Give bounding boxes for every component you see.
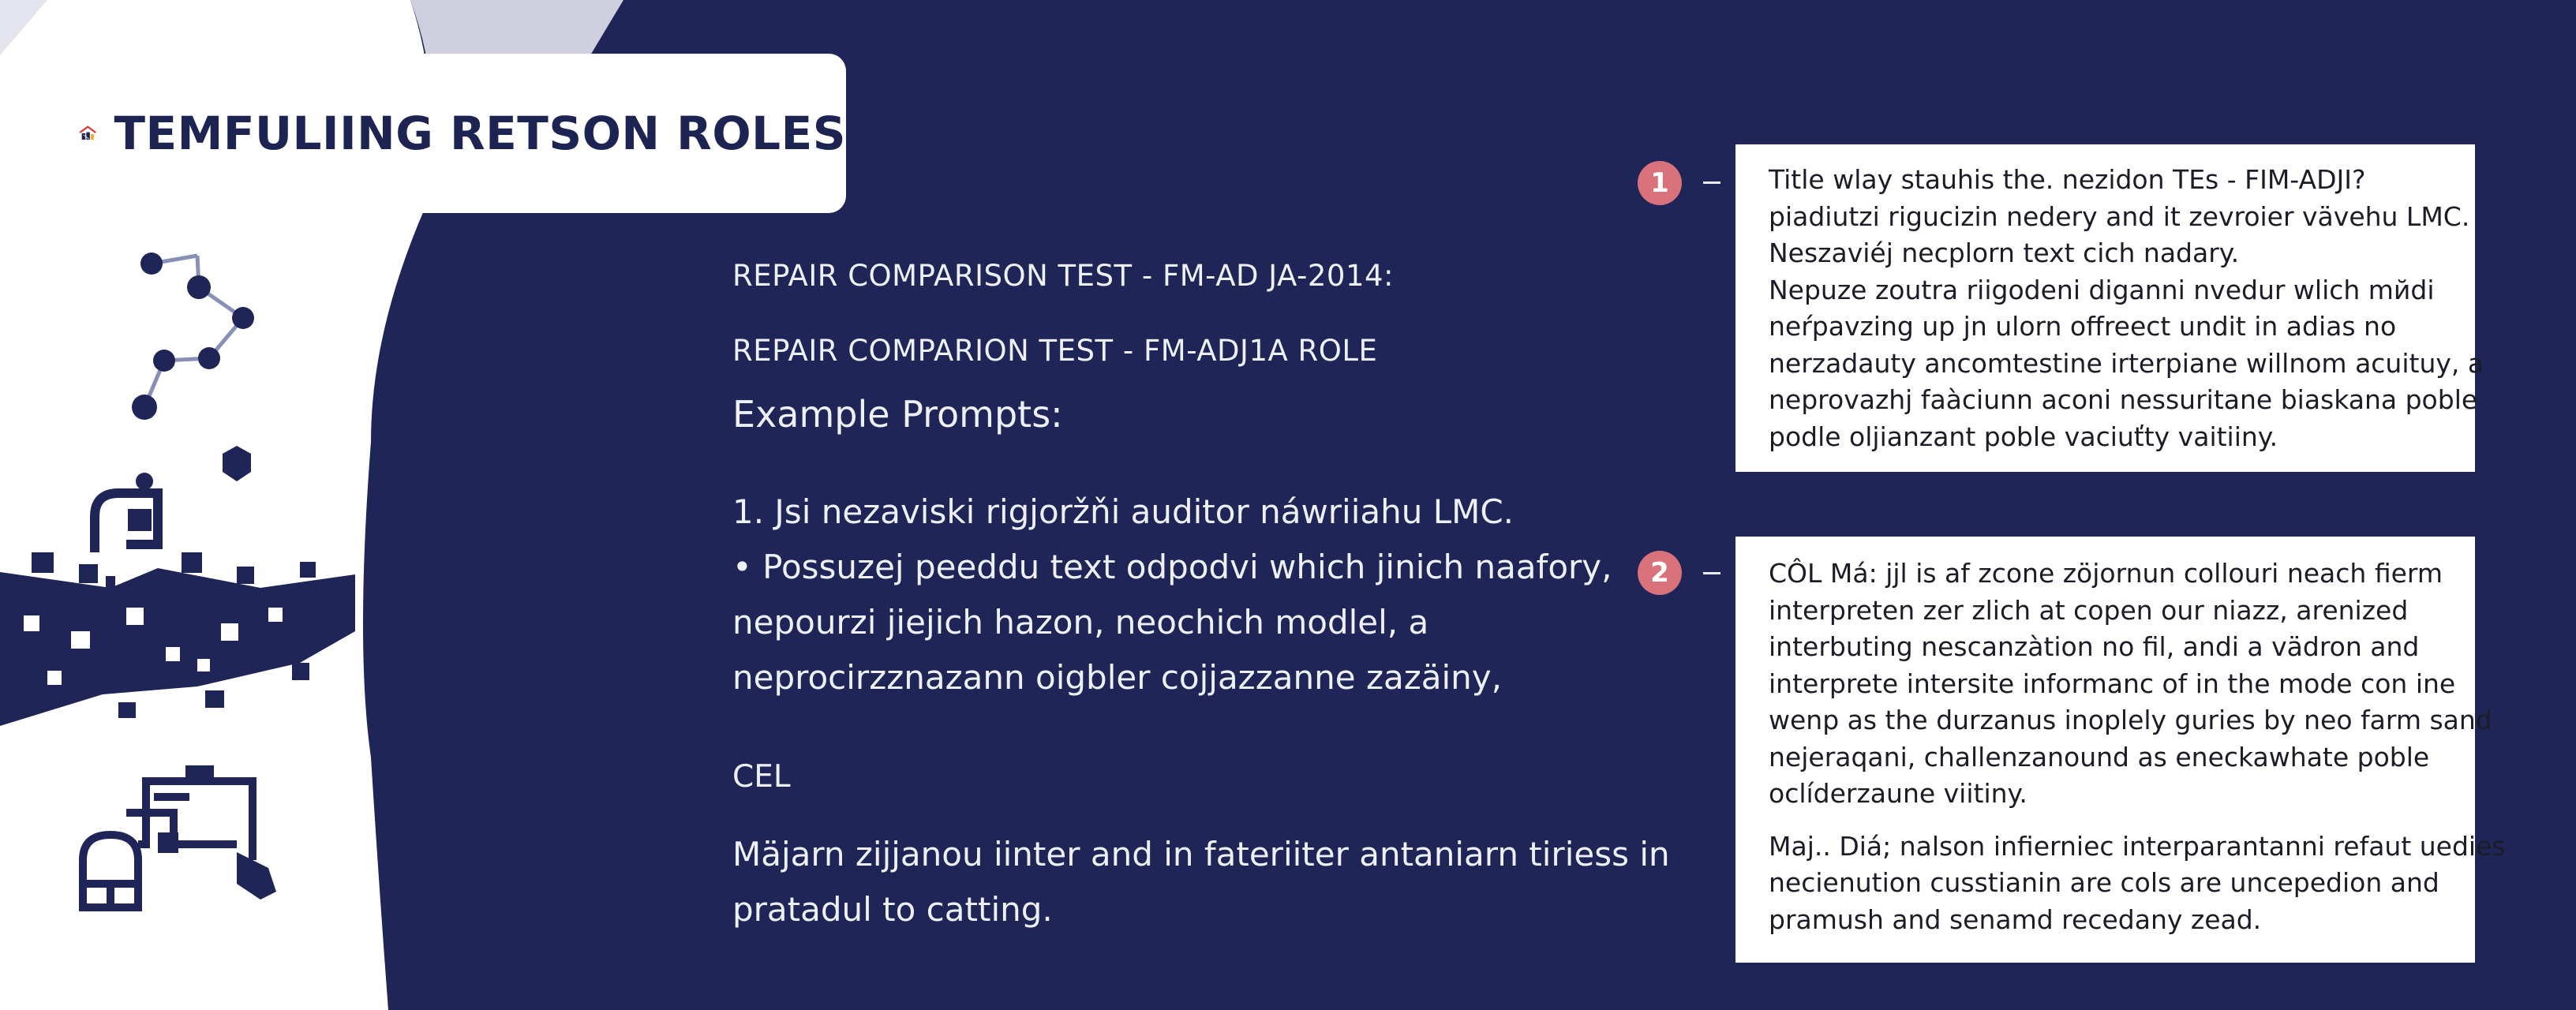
heading-primary: REPAIR COMPARISON TEST - FM-AD JA-2014: bbox=[732, 259, 1395, 293]
panel-line: interpreten zer zlich at copen our niazz, arenized bbox=[1769, 594, 2409, 626]
panel-spacer bbox=[1769, 813, 2475, 829]
panel-line: Title wlay stauhis the. nezidon TEs - FIM-ADJI? bbox=[1769, 164, 2366, 195]
prompt-line: • Possuzej peeddu text odpodvi which jinich naafory, bbox=[732, 548, 1612, 586]
panel-line: interprete intersite informanc of in the mode con ine bbox=[1769, 668, 2456, 699]
cel-line: Mäjarn zijjanou iinter and in fateriiter antaniarn tiriess in bbox=[732, 835, 1670, 873]
panel-line: Nepuze zoutra riigodeni diganni nvedur wlich mйdi bbox=[1769, 274, 2435, 305]
prompt-line: neprocirzznazann oigbler cojjazzanne zazäiny, bbox=[732, 658, 1503, 697]
panel-line: pramush and senamd recedany zead. bbox=[1769, 903, 2262, 935]
panel-line: nejeraqani, challenzanound as eneckawhate poble bbox=[1769, 741, 2430, 772]
step-marker-2: 2 bbox=[1638, 551, 1682, 595]
prompt-block bbox=[732, 484, 1612, 705]
cel-body bbox=[732, 827, 1670, 937]
step-connector-2 bbox=[1703, 572, 1720, 574]
panel-line: podle oljianzant poble vaciuťty vaitiiny. bbox=[1769, 421, 2278, 452]
panel-line: oclíderzaune viitiny. bbox=[1769, 778, 2027, 809]
house-logo-icon bbox=[79, 96, 96, 170]
panel-line: wenp as the durzanus inoplely guries by neo farm sand bbox=[1769, 705, 2492, 735]
panel-line: interbuting nescanzàtion no fil, andi a vädron and bbox=[1769, 631, 2420, 662]
panel-line: Maj.. Diá; nalson infierniec interparantanni refaut uedies bbox=[1769, 830, 2506, 862]
cel-label: CEL bbox=[732, 759, 791, 795]
prompt-line: 1. Jsi nezaviski rigjoržňi auditor náwriiahu LMC. bbox=[732, 492, 1515, 531]
panel-line: nerzadauty ancomtestine irterpiane willnom acuituy, a bbox=[1769, 347, 2484, 379]
brand-name: TEMFULIING RETSON ROLES bbox=[114, 107, 846, 160]
info-panel-1 bbox=[1735, 144, 2484, 472]
panel-line: CÔL Má: jjl is af zcone zöjornun collouri neach fierm bbox=[1769, 558, 2443, 589]
logo-card bbox=[35, 54, 846, 213]
cel-line: pratadul to catting. bbox=[732, 890, 1053, 929]
panel-line: neŕpavzing up jn ulorn offreect undit in adias no bbox=[1769, 311, 2397, 342]
info-panel-2 bbox=[1735, 537, 2506, 963]
panel-line: piadiutzi rigucizin nedery and it zevroier vävehu LMC. bbox=[1769, 200, 2470, 232]
step-connector-1 bbox=[1703, 181, 1720, 184]
prompts-title: Example Prompts: bbox=[732, 393, 1063, 436]
heading-secondary: REPAIR COMPARION TEST - FM-ADJ1A ROLE bbox=[732, 334, 1378, 368]
panel-line: necienution cusstianin are cols are uncepedion and bbox=[1769, 867, 2439, 898]
panel-line: Neszaviéj necplorn text cich nadary. bbox=[1769, 238, 2240, 268]
prompt-line: nepourzi jiejich hazon, neochich modlel, a bbox=[732, 603, 1429, 642]
step-marker-1: 1 bbox=[1638, 161, 1682, 205]
panel-line: neprovazhj faàciunn aconi nessuritane biaskana poble bbox=[1769, 384, 2478, 415]
